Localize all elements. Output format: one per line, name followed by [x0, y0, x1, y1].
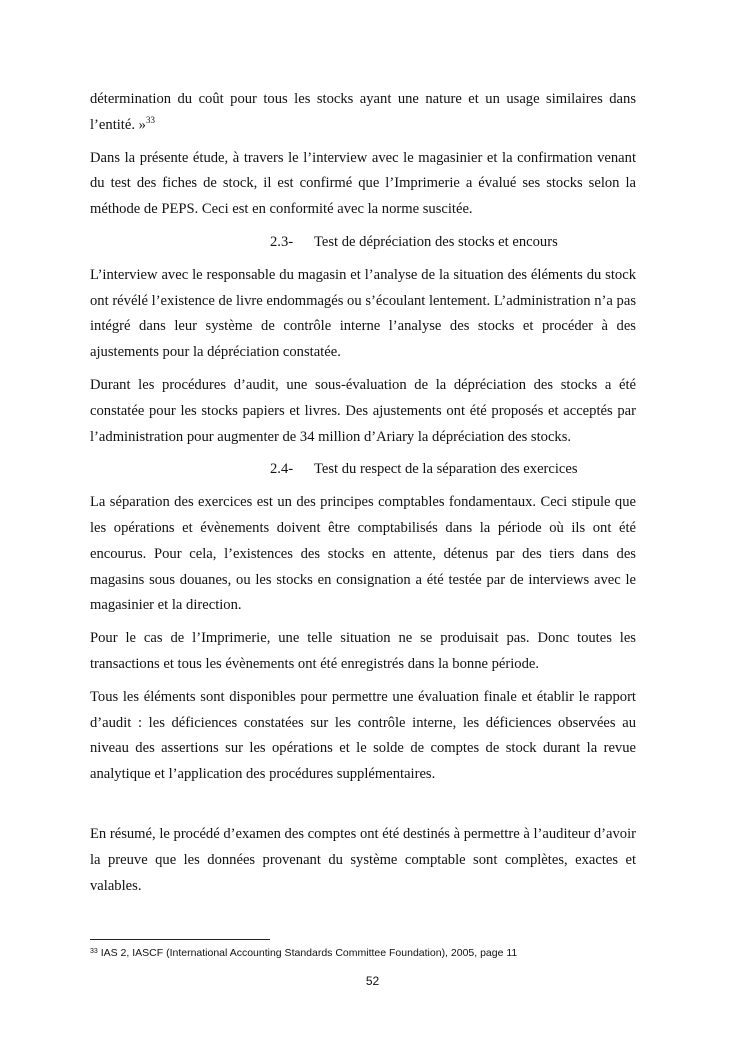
section-heading-2-3 — [90, 230, 636, 256]
paragraph-peps-method: Dans la présente étude, à travers le l’interview avec le magasinier et la confirmation venant du test des fiches de stock, il est confirmé que l’Imprimerie a évalué ses stocks selon la méthode de PEPS. Ceci est en conformité avec la norme suscitée. — [90, 149, 636, 218]
section-number: 2.4- — [270, 461, 294, 478]
footnote-separator — [90, 939, 270, 940]
section-title: Test du respect de la séparation des exercices — [314, 461, 578, 478]
footnote-reference: 33 — [145, 114, 155, 125]
paragraph-continuation: détermination du coût pour tous les stocks ayant une nature et un usage similaires dans l’entité. »$^{33}$ — [90, 91, 636, 133]
paragraph-depreciation-interview: L’interview avec le responsable du magasin et l’analyse de la situation des éléments du stock ont révélé l’existence de livre endommagés ou s’écoulant lentement. L’administration n’a pas intégré dans leur système de contrôle interne l’analyse des stocks et procéder à des ajustements pour la dépréciation constatée. — [90, 266, 636, 361]
paragraph-cutoff-result: Pour le cas de l’Imprimerie, une telle situation ne se produisait pas. Donc toutes les transactions et tous les évènements ont été enregistrés dans la bonne période. — [90, 630, 636, 672]
section-title: Test de dépréciation des stocks et encours — [314, 233, 558, 250]
page-number: 52 — [365, 974, 380, 988]
section-heading-2-4 — [90, 457, 636, 483]
footnote-text: IAS 2, IASCF (International Accounting Standards Committee Foundation), 2005, page 11 — [97, 947, 518, 959]
paragraph-cutoff-principle: La séparation des exercices est un des principes comptables fondamentaux. Ceci stipule que les opérations et évènements doivent être comptabilisés dans la période où ils ont été encourus. Pour cela, l’existences des stocks en attente, détenus par des tiers dans des magasins sous douanes, ou les stocks en consignation a été testée par de interviews avec le magasinier et la direction. — [90, 494, 636, 614]
footnote — [90, 946, 690, 960]
paragraph-depreciation-adjustment: Durant les procédures d’audit, une sous-évaluation de la dépréciation des stocks a été constatée pour les stocks papiers et livres. Des ajustements ont été proposés et acceptés par l’administration pour augmenter de 34 million d’Ariary la dépréciation des stocks. — [90, 376, 636, 445]
section-number: 2.3- — [270, 233, 294, 250]
footnote-number: 33 — [90, 948, 98, 955]
body-text — [90, 87, 636, 906]
paragraph-final-evaluation: Tous les éléments sont disponibles pour permettre une évaluation finale et établir le rapport d’audit : les déficiences constatées sur les contrôle interne, les déficiences observées au niveau des assertions sur les opérations et le solde de comptes de stock durant la revue analytique et l’application des procédures supplémentaires. — [90, 688, 636, 783]
paragraph-summary: En résumé, le procédé d’examen des comptes ont été destinés à permettre à l’auditeur d’avoir la preuve que les données provenant du système comptable sont complètes, exactes et valables. — [90, 825, 636, 894]
